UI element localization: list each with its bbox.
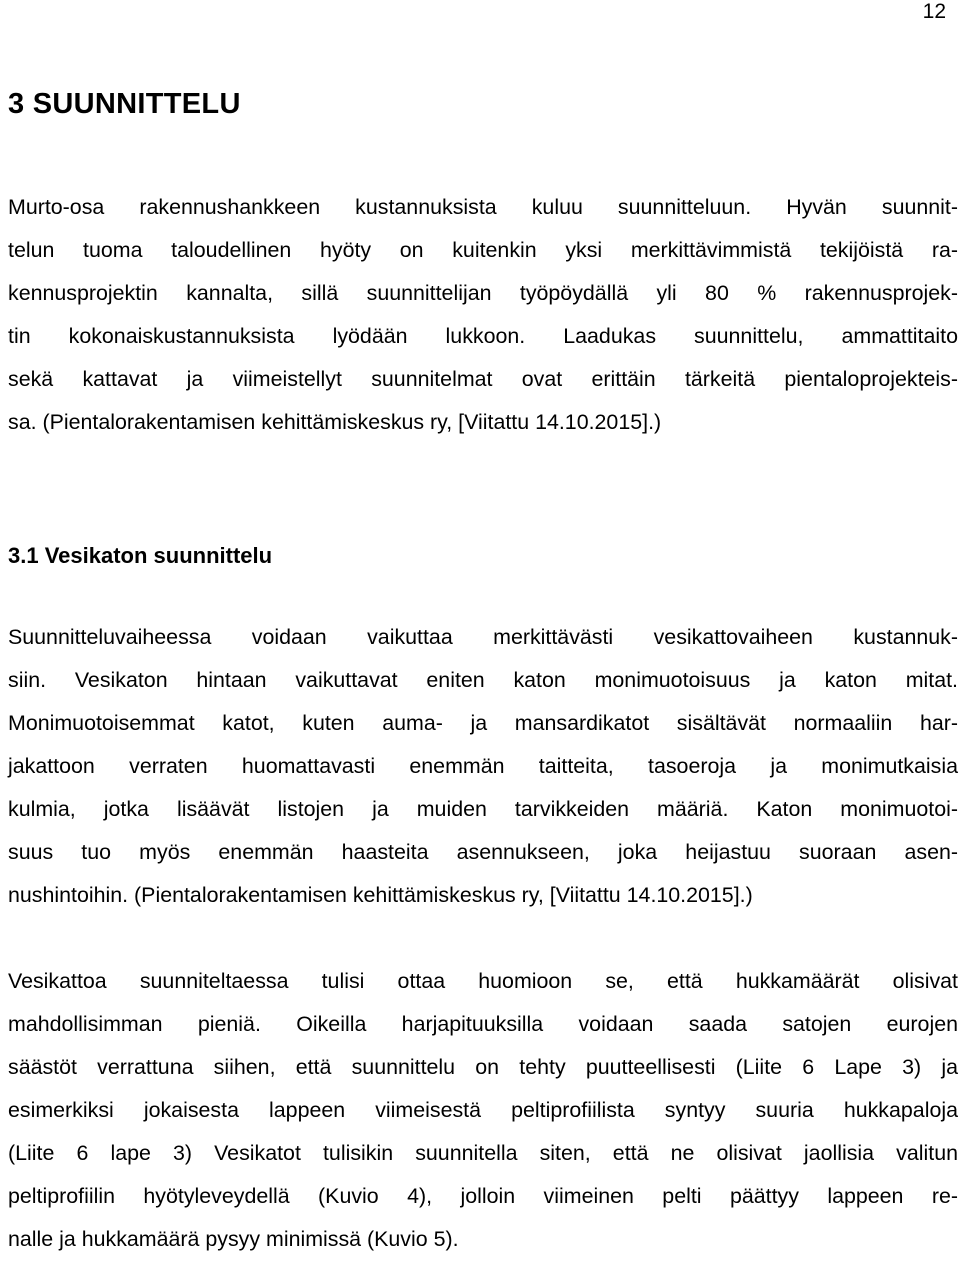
text-line: Monimuotoisemmat katot, kuten auma- ja mansardikatot sisältävät normaaliin har- [8,711,958,735]
text-line: telun tuoma taloudellinen hyöty on kuitenkin yksi merkittävimmistä tekijöistä ra- [8,238,958,262]
text-line: suus tuo myös enemmän haasteita asennukseen, joka heijastuu suoraan asen- [8,840,958,864]
section-heading: 3.1 Vesikaton suunnittelu [8,543,273,568]
text-line: siin. Vesikaton hintaan vaikuttavat eniten katon monimuotoisuus ja katon mitat. [8,668,958,692]
text-line: jakattoon verraten huomattavasti enemmän taitteita, tasoeroja ja monimutkaisia [8,754,958,778]
text-line: mahdollisimman pieniä. Oikeilla harjapituuksilla voidaan saada satojen eurojen [8,1012,958,1036]
text-line: Suunnitteluvaiheessa voidaan vaikuttaa merkittävästi vesikattovaiheen kustannuk- [8,625,958,649]
text-line: tin kokonaiskustannuksista lyödään lukkoon. Laadukas suunnittelu, ammattitaito [8,324,958,348]
text-line: säästöt verrattuna siihen, että suunnittelu on tehty puutteellisesti (Liite 6 Lape 3) ja [8,1055,958,1079]
text-line: esimerkiksi jokaisesta lappeen viimeisestä peltiprofiilista syntyy suuria hukkapaloja [8,1098,958,1122]
text-line: kulmia, jotka lisäävät listojen ja muiden tarvikkeiden määriä. Katon monimuotoi- [8,797,958,821]
text-line: kennusprojektin kannalta, sillä suunnittelijan työpöydällä yli 80 % rakennusprojek- [8,281,958,305]
text-line: Murto-osa rakennushankkeen kustannuksista kuluu suunnitteluun. Hyvän suunnit- [8,195,958,219]
text-line: (Liite 6 lape 3) Vesikatot tulisikin suunnitella siten, että ne olisivat jaollisia valitun [8,1141,958,1165]
page-number: 12 [922,0,946,23]
text-line: peltiprofiilin hyötyleveydellä (Kuvio 4), jolloin viimeinen pelti päättyy lappeen re- [8,1184,958,1208]
paragraph-roof-design [8,616,958,917]
text-line: nushintoihin. (Pientalorakentamisen kehittämiskeskus ry, [Viitattu 14.10.2015].) [8,883,753,907]
text-line: sa. (Pientalorakentamisen kehittämiskeskus ry, [Viitattu 14.10.2015].) [8,410,662,434]
paragraph-intro [8,186,958,444]
chapter-heading: 3 SUUNNITTELU [8,88,241,120]
text-line: nalle ja hukkamäärä pysyy minimissä (Kuvio 5). [8,1227,459,1251]
paragraph-waste [8,960,958,1261]
text-line: sekä kattavat ja viimeistellyt suunnitelmat ovat erittäin tärkeitä pientaloprojekteis- [8,367,958,391]
text-line: Vesikattoa suunniteltaessa tulisi ottaa huomioon se, että hukkamäärät olisivat [8,969,958,993]
